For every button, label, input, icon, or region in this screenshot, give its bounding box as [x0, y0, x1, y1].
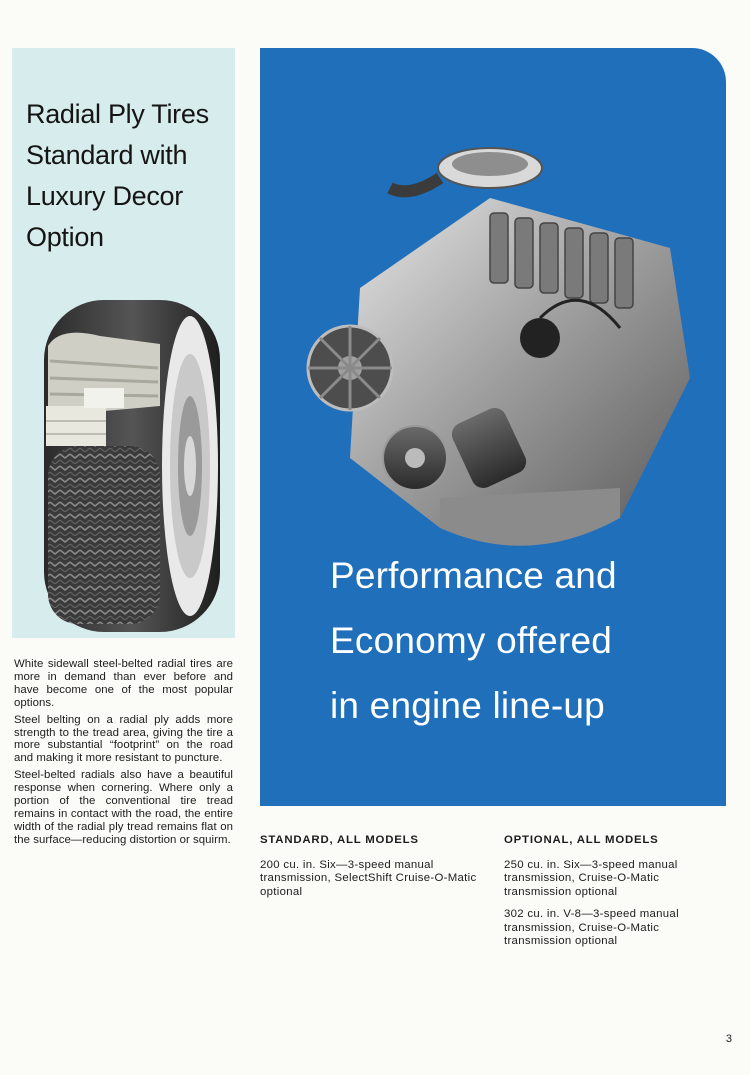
radial-tire-image: [40, 296, 224, 636]
page-number: 3: [725, 1033, 732, 1045]
engine-headline: [330, 543, 710, 738]
engine-image: [290, 128, 710, 568]
headline-line: in engine line-up: [330, 685, 605, 726]
optional-item: 250 cu. in. Six—3-speed manual transmission, Cruise-O-Matic transmission optional: [504, 858, 678, 898]
optional-engines: [504, 834, 726, 958]
tire-paragraph: Steel-belted radials also have a beautiful response when cornering. Where only a portion of the conventional tire tread remains in contact with the road, the entire width of the radial ply tread remains flat on the surface—reducing distortion or squirm.: [14, 769, 233, 846]
tire-paragraph: Steel belting on a radial ply adds more strength to the tread area, giving the tire a more substantial “footprint” on the road and making it more resistant to puncture.: [14, 713, 233, 765]
tire-description: [14, 658, 233, 851]
tire-panel: [12, 48, 235, 638]
standard-title: STANDARD, ALL MODELS: [260, 834, 419, 846]
headline-line: Performance and: [330, 555, 617, 596]
optional-item: 302 cu. in. V-8—3-speed manual transmission, Cruise-O-Matic transmission optional: [504, 908, 679, 947]
optional-title: OPTIONAL, ALL MODELS: [504, 834, 659, 846]
tire-paragraph: White sidewall steel-belted radial tires are more in demand than ever before and have become one of the most popular options.: [14, 658, 233, 709]
tire-heading: Radial Ply Tires Standard with Luxury Decor Option: [26, 99, 209, 252]
standard-engines: [260, 834, 482, 908]
standard-item: 200 cu. in. Six—3-speed manual transmission, SelectShift Cruise-O-Matic optional: [260, 858, 477, 898]
engine-panel: [260, 48, 726, 806]
headline-line: Economy offered: [330, 620, 613, 661]
